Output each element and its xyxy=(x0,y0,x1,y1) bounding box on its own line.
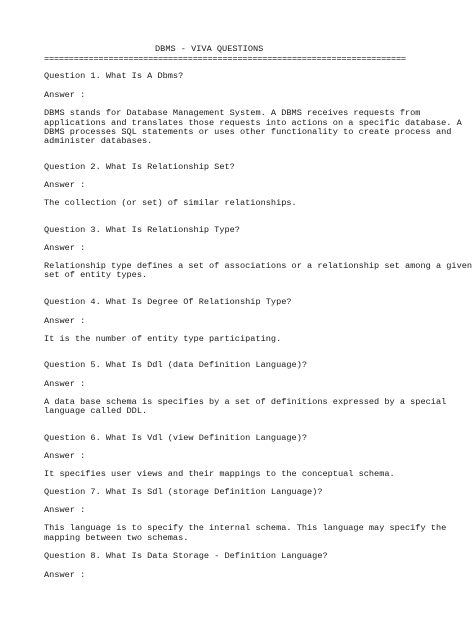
answer-1-line-3: DBMS processes SQL statements or uses other functionality to create process and xyxy=(44,127,452,137)
answer-6-line-1: It specifies user views and their mappings to the conceptual schema. xyxy=(44,469,395,479)
question-8: Question 8. What Is Data Storage - Definition Language? xyxy=(44,551,328,561)
question-3: Question 3. What Is Relationship Type? xyxy=(44,225,240,235)
answer-1-line-2: applications and translates those requests into actions on a specific database. A xyxy=(44,118,462,128)
question-4: Question 4. What Is Degree Of Relationship Type? xyxy=(44,297,292,307)
question-7: Question 7. What Is Sdl (storage Definition Language)? xyxy=(44,487,323,497)
answer-label-3: Answer : xyxy=(44,243,86,253)
question-1: Question 1. What Is A Dbms? xyxy=(44,71,184,81)
answer-label-1: Answer : xyxy=(44,90,86,100)
document-title: DBMS - VIVA QUESTIONS xyxy=(155,44,264,54)
answer-1-line-1: DBMS stands for Database Management System. A DBMS receives requests from xyxy=(44,108,421,118)
title-rule: ========================================================================= xyxy=(44,54,406,64)
answer-2-line-1: The collection (or set) of similar relationships. xyxy=(44,198,297,208)
answer-label-5: Answer : xyxy=(44,379,86,389)
answer-label-4: Answer : xyxy=(44,316,86,326)
question-5: Question 5. What Is Ddl (data Definition Language)? xyxy=(44,360,308,370)
answer-4-line-1: It is the number of entity type participating. xyxy=(44,334,282,344)
question-6: Question 6. What Is Vdl (view Definition Language)? xyxy=(44,433,308,443)
answer-7-line-2: mapping between two schemas. xyxy=(44,533,189,543)
answer-label-6: Answer : xyxy=(44,451,86,461)
answer-1-line-4: administer databases. xyxy=(44,136,153,146)
answer-label-7: Answer : xyxy=(44,505,86,515)
answer-3-line-2: set of entity types. xyxy=(44,270,148,280)
answer-label-2: Answer : xyxy=(44,180,86,190)
answer-3-line-1: Relationship type defines a set of associations or a relationship set among a given xyxy=(44,261,473,271)
question-2: Question 2. What Is Relationship Set? xyxy=(44,162,235,172)
answer-7-line-1: This language is to specify the internal schema. This language may specify the xyxy=(44,523,447,533)
answer-label-8: Answer : xyxy=(44,570,86,580)
answer-5-line-2: language called DDL. xyxy=(44,406,148,416)
answer-5-line-1: A data base schema is specifies by a set of definitions expressed by a special xyxy=(44,397,447,407)
